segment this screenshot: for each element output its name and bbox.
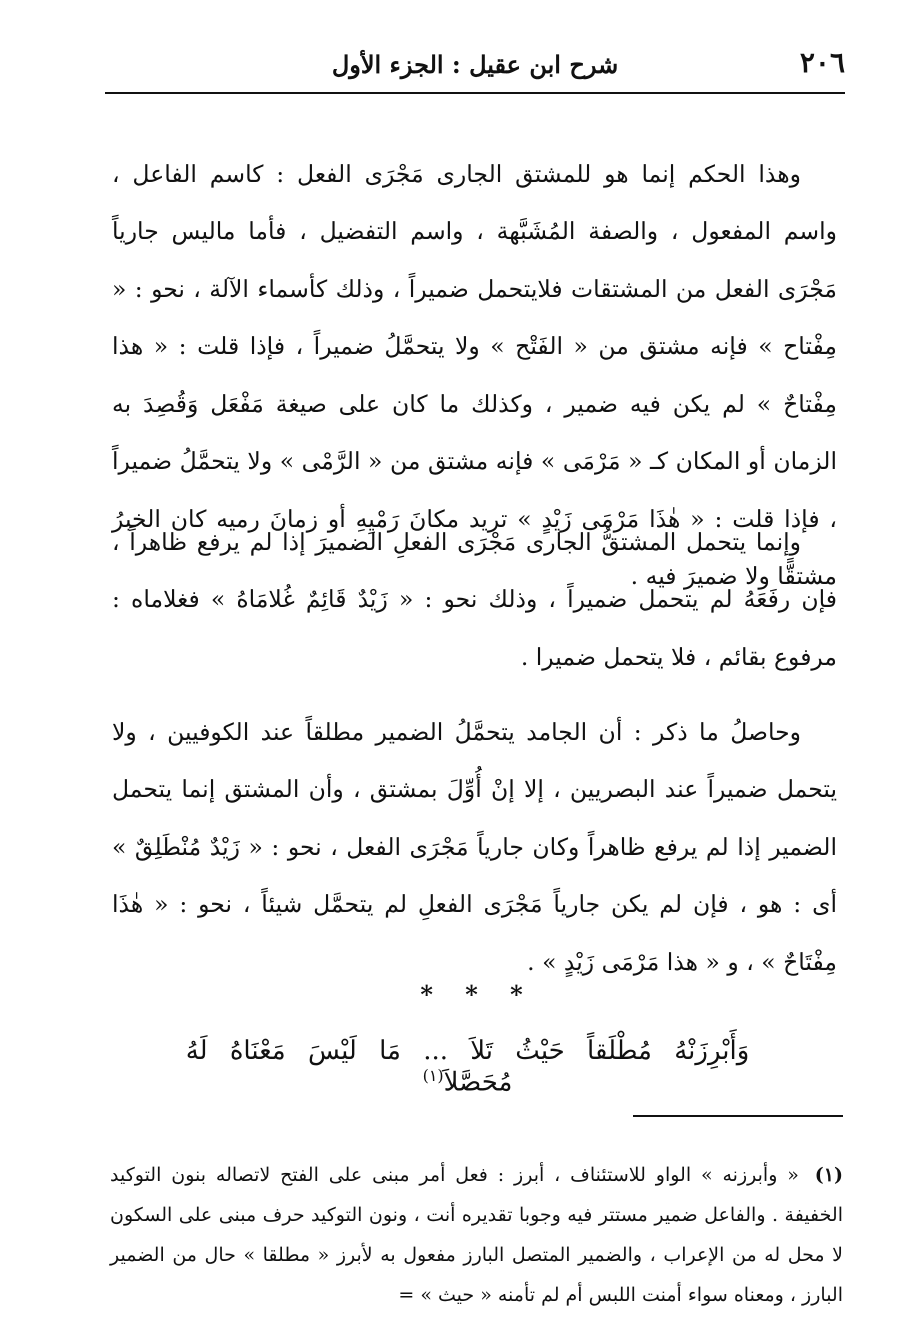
page-header	[105, 40, 845, 94]
verse-text: وَأَبْرِزَنْهُ مُطْلَقاً حَيْثُ تَلاَ ... مَا لَيْسَ مَعْنَاهُ لَهُ مُحَصَّلاَ	[185, 1036, 750, 1098]
footnote	[110, 1155, 843, 1315]
running-title: شرح ابن عقيل : الجزء الأول	[331, 50, 619, 79]
verse-line	[150, 1036, 785, 1098]
paragraph-1: وهذا الحكم إنما هو للمشتق الجارى مَجْرَى الفعل : كاسم الفاعل ، واسم المفعول ، والصفة المُشَبَّهة ، واسم التفضيل ، فأما ماليس جارياً مَجْرَى الفعل من المشتقات فلايتحمل ضميراً ، وذلك كأسماء الآلة ، نحو : « مِفْتاح » فإنه مشتق من « الفَتْح » ولا يتحمَّلُ ضميراً ، فإذا قلت : « هذا مِفْتاحٌ » لم يكن فيه ضمير ، وكذلك ما كان على صيغة مَفْعَل وَقُصِدَ به الزمان أو المكان كـ « مَرْمَى » فإنه مشتق من « الرَّمْى » ولا يتحمَّلُ ضميراً ، فإذا قلت : « هٰذَا مَرْمَى زَيْدٍ » تريد مكانَ رَمْيِهِ أو زمانَ رميه كان الخبرُ مشتقًّا ولا ضميرَ فيه .	[112, 159, 837, 590]
footnote-number: (١)	[814, 1164, 843, 1186]
paragraph-3: وحاصلُ ما ذكر : أن الجامد يتحمَّلُ الضمير مطلقاً عند الكوفيين ، ولا يتحمل ضميراً عند البصريين ، إلا إنْ أُوِّلَ بمشتق ، وأن المشتق إنما يتحمل الضمير إذا لم يرفع ظاهراً وكان جارياً مَجْرَى الفعل ، نحو : « زَيْدٌ مُنْطَلِقٌ » أى : هو ، فإن لم يكن جارياً مَجْرَى الفعلِ لم يتحمَّل شيئاً ، نحو : « هٰذَا مِفْتَاحٌ » ، و « هذا مَرْمَى زَيْدٍ » .	[112, 717, 837, 976]
footnote-text: « وأبرزنه » الواو للاستئناف ، أبرز : فعل أمر مبنى على الفتح لاتصاله بنون التوكيد الخفيفة . والفاعل ضمير مستتر فيه وجوبا تقديره أنت ، ونون التوكيد حرف مبنى على السكون لا محل له من الإعراب ، والضمير المتصل البارز مفعول به لأبرز « مطلقا » حال من الضمير البارز ، ومعناه سواء أمنت اللبس أم لم تأمنه « حيث » =	[110, 1164, 843, 1306]
page-number: ٢٠٦	[799, 46, 845, 79]
footnote-marker: (١)	[422, 1066, 444, 1085]
section-separator: * * *	[420, 980, 535, 1009]
footnote-divider	[633, 1115, 843, 1117]
paragraph-2: وإنما يتحمل المشتقُّ الجارى مَجْرَى الفعلِ الضميرَ إذا لم يرفع ظاهراً ، فإن رفَعَهُ لم يتحمل ضميراً ، وذلك نحو : « زَيْدٌ قَائِمٌ غُلامَاهُ » فغلاماه : مرفوع بقائم ، فلا يتحمل ضميرا .	[112, 527, 837, 671]
